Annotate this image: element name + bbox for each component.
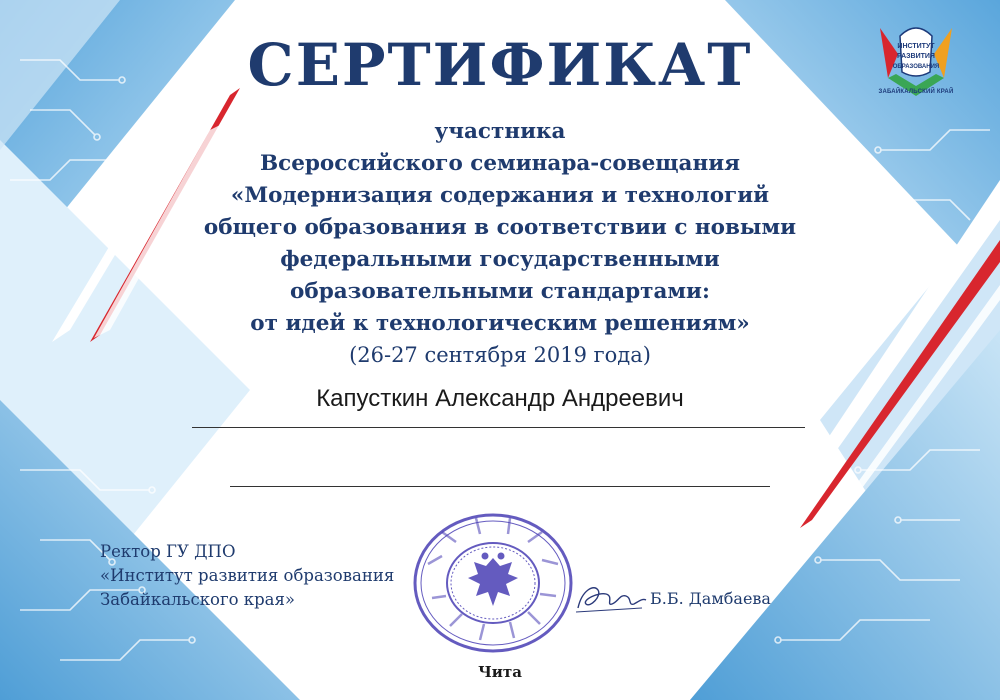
signer-name: Б.Б. Дамбаева bbox=[650, 589, 771, 608]
certificate-title: СЕРТИФИКАТ bbox=[247, 31, 753, 99]
recipient-underline bbox=[192, 427, 805, 428]
subtitle-line: образовательными стандартами: bbox=[290, 279, 710, 304]
recipient-name: Капусткин Александр Андреевич bbox=[316, 385, 684, 412]
institute-logo-icon bbox=[866, 16, 966, 100]
logo-lettering-2: РАЗВИТИЯ bbox=[897, 53, 935, 60]
subtitle-line: Всероссийского семинара-совещания bbox=[259, 151, 741, 176]
city-name: Чита bbox=[478, 663, 522, 681]
subtitle-line: «Модернизация содержания и технологий bbox=[230, 183, 770, 208]
rector-title bbox=[100, 540, 430, 612]
rector-line: «Институт развития образования bbox=[100, 566, 395, 585]
logo-lettering-3: ОБРАЗОВАНИЯ bbox=[892, 64, 940, 70]
signature-icon bbox=[572, 578, 650, 618]
subtitle-line: от идей к технологическим решениям» bbox=[250, 311, 750, 336]
blank-underline bbox=[230, 486, 770, 487]
subtitle-line: участника bbox=[434, 119, 566, 144]
subtitle-line: общего образования в соответствии с новыми bbox=[203, 215, 797, 240]
certificate-subtitle bbox=[170, 116, 830, 340]
event-dates: (26-27 сентября 2019 года) bbox=[349, 343, 651, 367]
rector-line: Ректор ГУ ДПО bbox=[100, 542, 236, 561]
subtitle-line: федеральными государственными bbox=[280, 247, 720, 272]
russian-eagle-stamp-icon bbox=[410, 508, 576, 658]
rector-line: Забайкальского края» bbox=[100, 590, 296, 609]
logo-caption: ЗАБАЙКАЛЬСКИЙ КРАЙ bbox=[878, 89, 954, 95]
logo-lettering-1: ИНСТИТУТ bbox=[897, 43, 935, 50]
